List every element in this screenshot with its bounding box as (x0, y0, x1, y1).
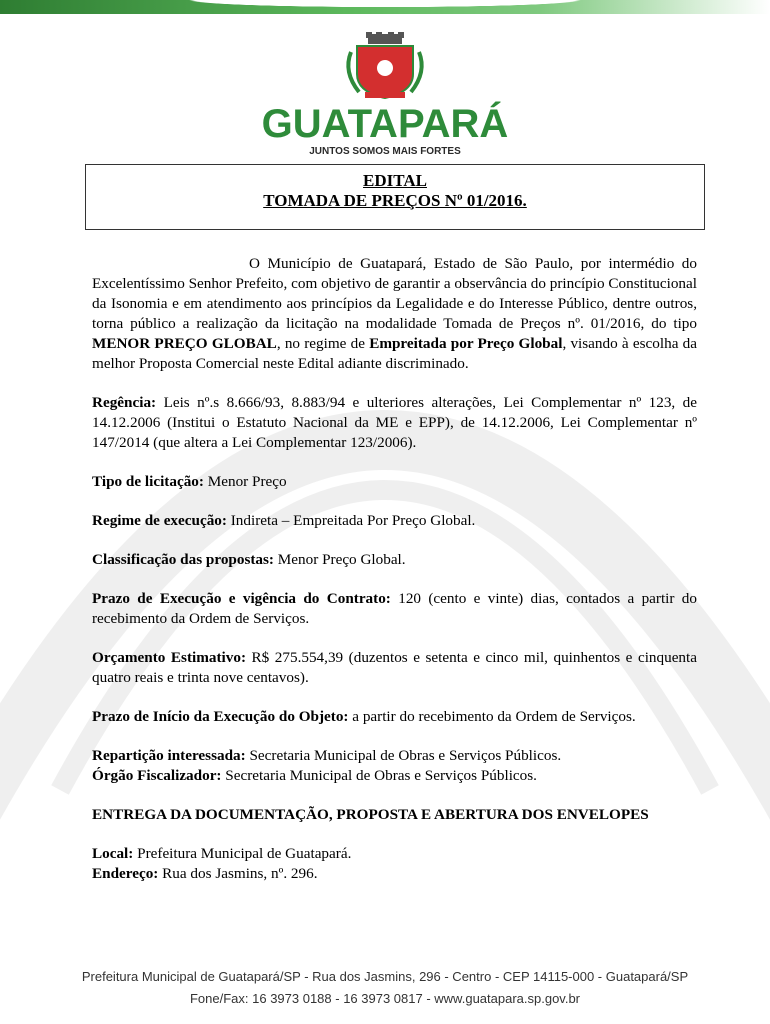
regime-value: Indireta – Empreitada Por Preço Global. (226, 512, 476, 529)
inicio-paragraph (92, 707, 697, 727)
intro-text-b: , no regime de (276, 335, 370, 352)
tipo-label: Tipo de licitação: (92, 473, 204, 490)
page-footer (0, 966, 770, 1010)
footer-address: Prefeitura Municipal de Guatapará/SP - Rua dos Jasmins, 296 - Centro - CEP 14115-000 - Guatapará/SP (81, 969, 689, 984)
tipo-value: Menor Preço (203, 473, 287, 490)
regencia-label: Regência: (92, 394, 157, 411)
intro-bold-b: Empreitada por Preço Global (369, 335, 563, 352)
regime-label: Regime de execução: (92, 512, 227, 529)
reparticao-label: Repartição interessada: (92, 747, 246, 764)
prazo-paragraph (92, 589, 697, 629)
local-endereco-paragraph (92, 844, 697, 884)
intro-bold-a: MENOR PREÇO GLOBAL (92, 335, 277, 352)
top-decorative-bar (0, 0, 770, 14)
reparticao-orgao-paragraph (92, 746, 697, 786)
local-value: Prefeitura Municipal de Guatapará. (133, 845, 352, 862)
document-body (92, 254, 697, 903)
regencia-value: Leis nº.s 8.666/93, 8.883/94 e ulteriores alterações, Lei Complementar nº 123, de 14.12.2006 (Institui o Estatuto Nacional da ME e EPP), de 14.12.2006, Lei Complementar nº 147/2014 (que altera a Lei Complementar 123/2006). (92, 394, 697, 451)
logo-name: GUATAPARÁ (261, 102, 509, 146)
municipality-logo (255, 32, 515, 162)
classificacao-value: Menor Preço Global. (273, 551, 406, 568)
intro-paragraph (92, 254, 697, 374)
document-title-box (85, 164, 705, 230)
intro-text-c: , visando à escolha da melhor Proposta Comercial neste Edital adiante discriminado. (92, 335, 697, 372)
classificacao-label: Classificação das propostas: (92, 551, 274, 568)
orcamento-label: Orçamento Estimativo: (92, 649, 246, 666)
local-label: Local: (92, 845, 134, 862)
footer-contact: Fone/Fax: 16 3973 0188 - 16 3973 0817 - www.guatapara.sp.gov.br (189, 991, 581, 1006)
regime-paragraph (92, 511, 697, 531)
prazo-value: 120 (cento e vinte) dias, contados a partir do recebimento da Ordem de Serviços. (92, 590, 697, 627)
regencia-paragraph (92, 393, 697, 453)
intro-text-a: O Município de Guatapará, Estado de São Paulo, por intermédio do Excelentíssimo Senhor Prefeito, com objetivo de garantir a observância do princípio Constitucional da Isonomia e em atendimento aos princípios da Legalidade e do Interesse Público, dentre outros, torna público a realização da licitação na modalidade Tomada de Preços nº. 01/2016, do tipo (92, 255, 697, 332)
inicio-label: Prazo de Início da Execução do Objeto: (92, 708, 349, 725)
document-title: EDITAL (363, 171, 427, 190)
reparticao-value: Secretaria Municipal de Obras e Serviços Públicos. (245, 747, 562, 764)
inicio-value: a partir do recebimento da Ordem de Serviços. (348, 708, 636, 725)
prazo-label: Prazo de Execução e vigência do Contrato: (92, 590, 391, 607)
endereco-label: Endereço: (92, 865, 159, 882)
classificacao-paragraph (92, 550, 697, 570)
orgao-label: Órgão Fiscalizador: (92, 767, 222, 784)
orcamento-paragraph (92, 648, 697, 688)
tipo-paragraph (92, 472, 697, 492)
entrega-heading (92, 805, 697, 825)
orcamento-value: R$ 275.554,39 (duzentos e setenta e cinco mil, quinhentos e cinquenta quatro reais e trinta nove centavos). (92, 649, 697, 686)
coat-of-arms-icon (255, 32, 515, 102)
logo-slogan: JUNTOS SOMOS MAIS FORTES (309, 146, 461, 157)
orgao-value: Secretaria Municipal de Obras e Serviços Públicos. (221, 767, 537, 784)
document-subtitle: TOMADA DE PREÇOS Nº 01/2016. (263, 191, 527, 210)
endereco-value: Rua dos Jasmins, nº. 296. (158, 865, 318, 882)
entrega-heading-text: ENTREGA DA DOCUMENTAÇÃO, PROPOSTA E ABERTURA DOS ENVELOPES (92, 806, 649, 823)
